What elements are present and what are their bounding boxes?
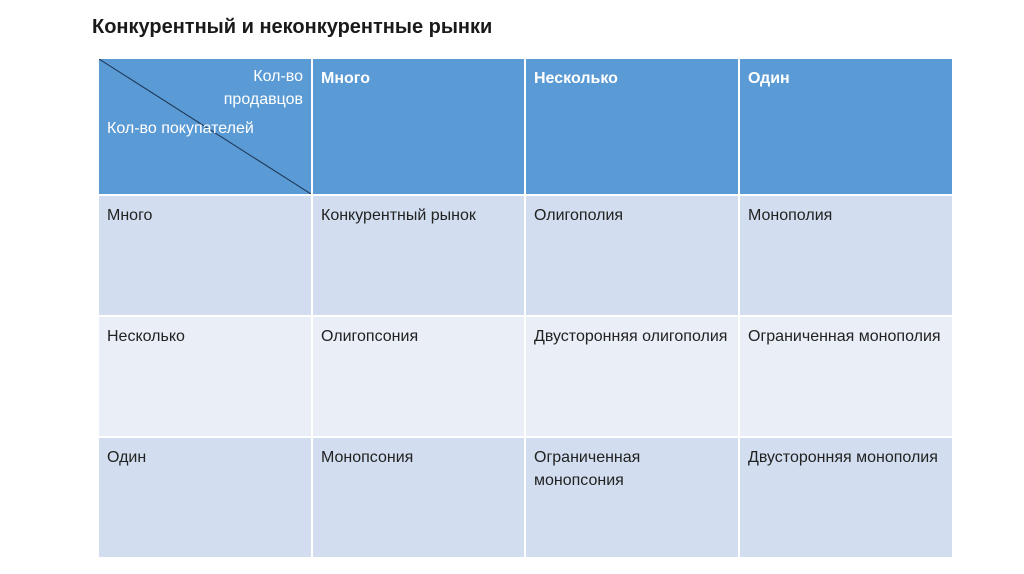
- corner-cell: [98, 58, 312, 195]
- table-cell: Монополия: [739, 195, 953, 316]
- table-cell: Олигопсония: [312, 316, 525, 437]
- table-cell: Монопсония: [312, 437, 525, 558]
- table-row: [98, 195, 953, 316]
- table-cell: Ограниченная монопсония: [525, 437, 739, 558]
- table-cell: Конкурентный рынок: [312, 195, 525, 316]
- header-sellers-several: Несколько: [525, 58, 739, 195]
- table-header-row: [98, 58, 953, 195]
- table-row: [98, 437, 953, 558]
- table-cell: Олигополия: [525, 195, 739, 316]
- table-cell: Ограниченная монополия: [739, 316, 953, 437]
- row-label: Один: [98, 437, 312, 558]
- table-cell: Двусторонняя монополия: [739, 437, 953, 558]
- row-label: Много: [98, 195, 312, 316]
- sellers-count-label: Кол-во продавцов: [223, 68, 303, 109]
- header-sellers-one: Один: [739, 58, 953, 195]
- slide-title: Конкурентный и неконкурентные рынки: [92, 16, 493, 38]
- table-row: [98, 316, 953, 437]
- table-cell: Двусторонняя олигополия: [525, 316, 739, 437]
- buyers-count-label: Кол-во покупателей: [107, 120, 254, 137]
- header-sellers-many: Много: [312, 58, 525, 195]
- row-label: Несколько: [98, 316, 312, 437]
- market-types-table: [97, 57, 954, 559]
